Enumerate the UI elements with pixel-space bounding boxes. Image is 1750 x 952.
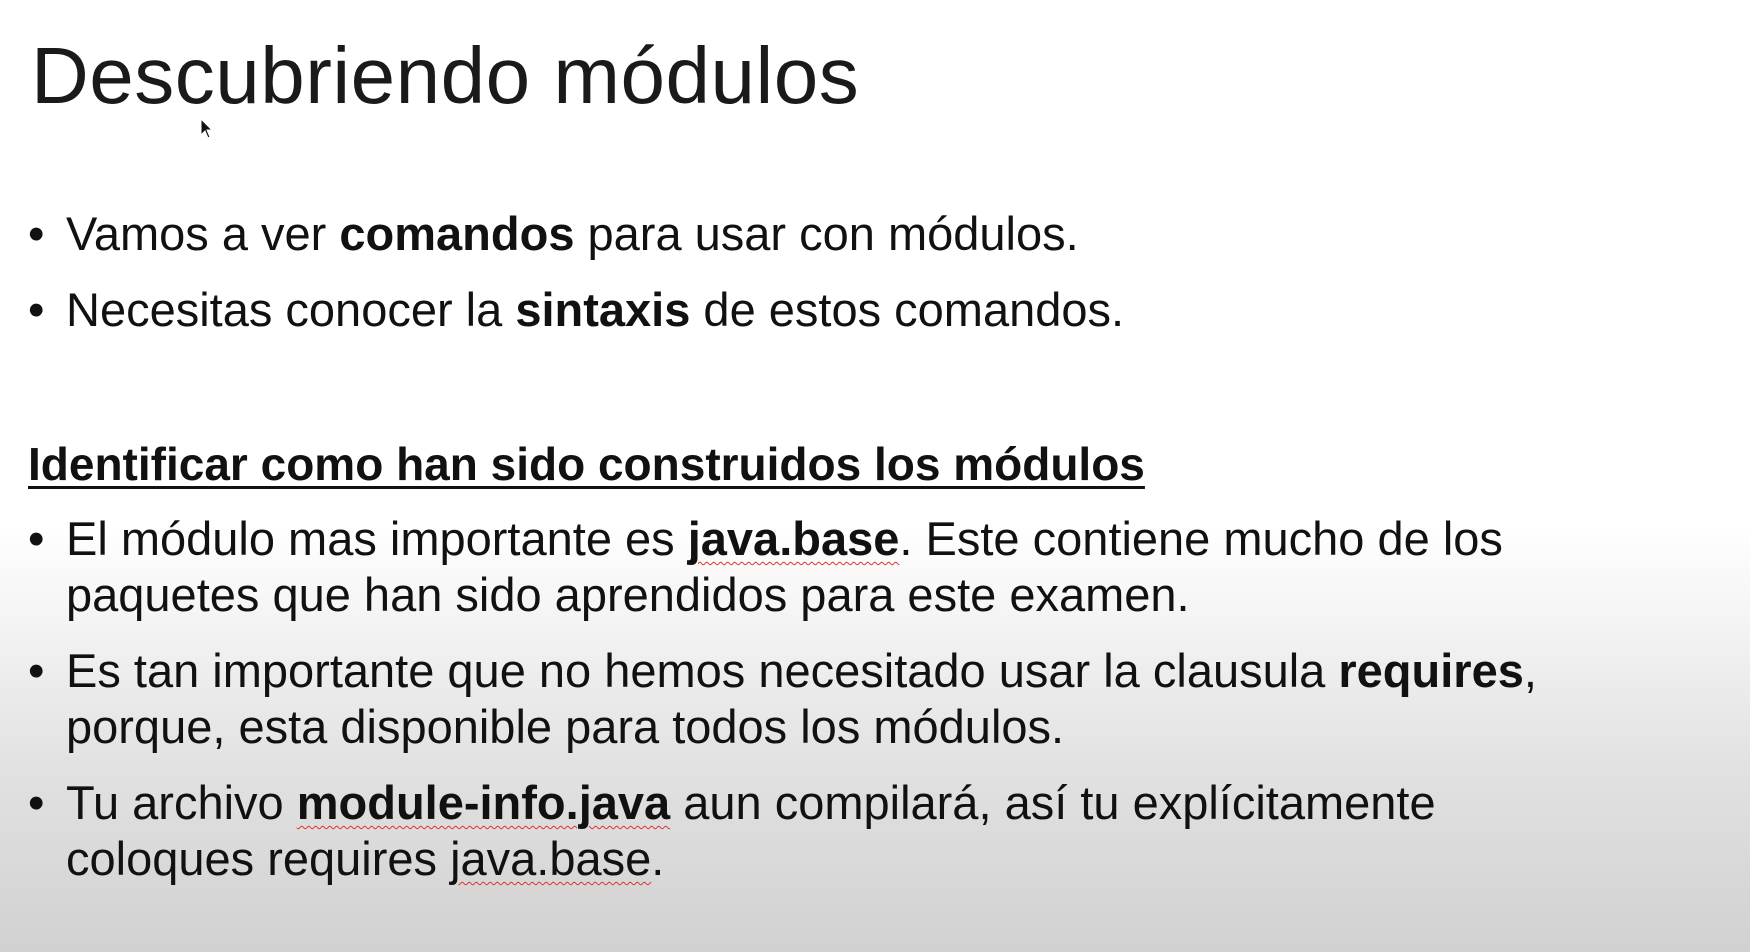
main-bullet-list [28, 511, 1537, 907]
bullet-dot: • [28, 283, 45, 336]
bullet-dot: • [28, 776, 45, 829]
intro-bullet-list [28, 206, 1124, 358]
section-heading: Identificar como han sido construidos los módulos [28, 438, 1145, 490]
bullet-text-continuation: coloques requires [66, 832, 451, 885]
bullet-dot: • [28, 512, 45, 565]
bullet-text-continuation: . [651, 832, 665, 885]
intro-bullet-commands [28, 206, 1124, 262]
bullet-bold-term: java.base [687, 512, 900, 565]
bullet-text: Vamos a ver [66, 207, 340, 260]
main-bullet-requires [28, 643, 1537, 755]
bullet-text: Tu archivo [66, 776, 297, 829]
bullet-text: . Este contiene mucho de los [899, 512, 1503, 565]
bullet-code-term: java.base [450, 832, 652, 885]
bullet-text: , [1523, 644, 1537, 697]
bullet-text: de estos comandos. [690, 283, 1125, 336]
bullet-text-continuation: paquetes que han sido aprendidos para este examen. [66, 568, 1190, 621]
bullet-bold-term: module-info.java [296, 776, 671, 829]
bullet-text-continuation: porque, esta disponible para todos los módulos. [66, 700, 1065, 753]
bullet-text: para usar con módulos. [574, 207, 1079, 260]
bullet-bold-term: sintaxis [515, 283, 691, 336]
bullet-bold-term: comandos [339, 207, 575, 260]
bullet-dot: • [28, 644, 45, 697]
bullet-text: Es tan importante que no hemos necesitado usar la clausula [66, 644, 1339, 697]
bullet-dot: • [28, 207, 45, 260]
slide-title: Descubriendo módulos [31, 31, 860, 120]
bullet-bold-term: requires [1338, 644, 1524, 697]
bullet-text: El módulo mas importante es [66, 512, 688, 565]
intro-bullet-syntax [28, 282, 1124, 338]
bullet-text: Necesitas conocer la [66, 283, 516, 336]
main-bullet-module-info [28, 775, 1537, 887]
bullet-text: aun compilará, así tu explícitamente [670, 776, 1436, 829]
mouse-pointer-icon [200, 118, 214, 140]
main-bullet-java-base [28, 511, 1537, 623]
